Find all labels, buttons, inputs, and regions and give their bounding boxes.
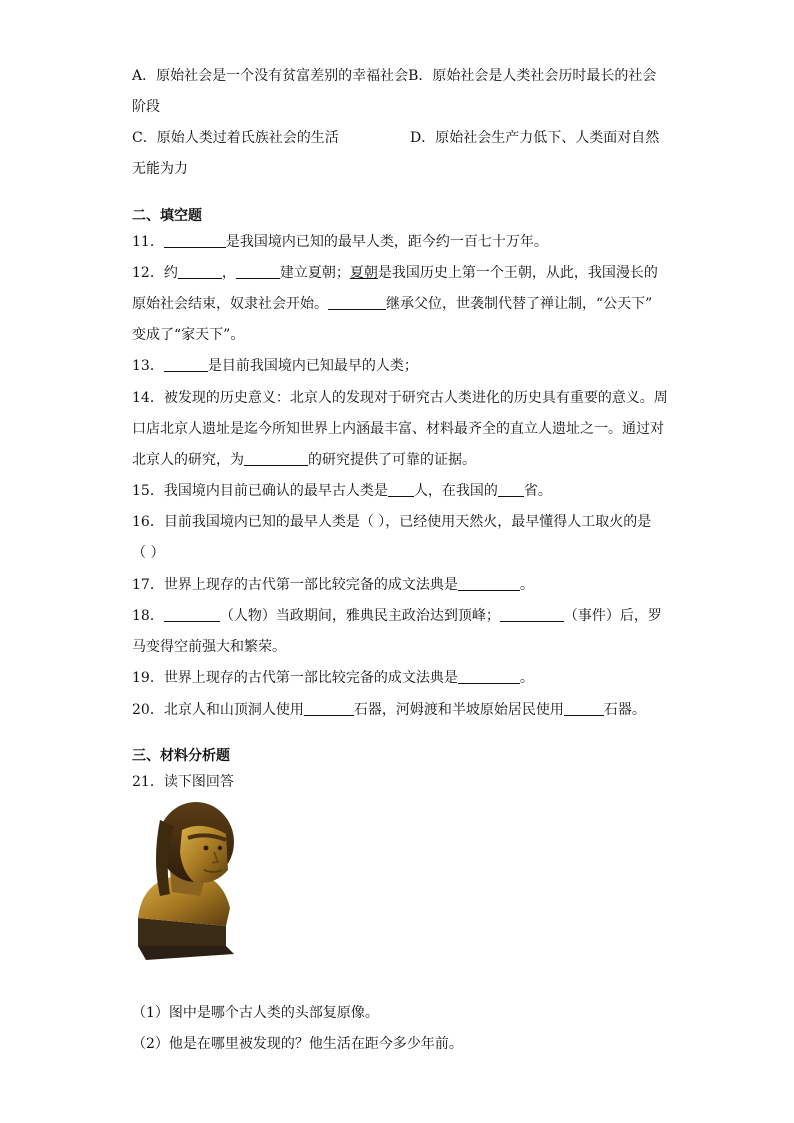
answer-blank[interactable]: [500, 606, 564, 622]
answer-blank[interactable]: [164, 606, 220, 622]
question-17: [132, 575, 534, 595]
q14-text: 北京人的研究，为: [132, 452, 244, 468]
answer-blank[interactable]: [458, 668, 520, 684]
question-14-line-2: 口店北京人遗址是迄今所知世界上内涵最丰富、材料最齐全的直立人遗址之一。通过对: [132, 421, 664, 437]
answer-blank[interactable]: [178, 263, 222, 279]
question-12: [132, 263, 658, 283]
answer-blank[interactable]: [164, 356, 208, 372]
question-12-line-2: [132, 294, 652, 314]
question-21-title: 21．读下图回答: [132, 774, 234, 790]
answer-blank[interactable]: [244, 450, 308, 466]
question-18: [132, 606, 662, 626]
option-c: C．原始人类过着氏族社会的生活: [132, 130, 339, 146]
q17-text: 17．世界上现存的古代第一部比较完备的成文法典是: [132, 577, 458, 593]
q15-text: 省。: [523, 483, 552, 499]
q12-number: 12．约: [132, 265, 178, 281]
option-b-continued: 阶段: [132, 99, 160, 115]
answer-blank[interactable]: [236, 263, 280, 279]
q20-text: 石器。: [603, 702, 646, 718]
question-15: [132, 481, 552, 501]
q19-text: 19．世界上现存的古代第一部比较完备的成文法典是: [132, 670, 458, 686]
answer-blank[interactable]: [498, 481, 524, 497]
question-20: [132, 700, 646, 720]
q19-text: 。: [519, 670, 534, 686]
option-d-line: [410, 128, 659, 148]
option-ab-line: A．原始社会是一个没有贫富差别的幸福社会B．原始社会是人类社会历时最长的社会: [132, 68, 657, 84]
answer-blank[interactable]: [388, 481, 414, 497]
option-d: D．原始社会生产力低下、人类面对自然: [410, 130, 660, 146]
question-18-line-2: 马变得空前强大和繁荣。: [132, 639, 286, 655]
q11-number: 11．: [132, 234, 164, 250]
question-16-line-1: 16．目前我国境内已知的最早人类是（ ），已经使用天然火，最早懂得人工取火的是: [132, 514, 652, 530]
question-21-sub-2: （2）他是在哪里被发现的？他生活在距今多少年前。: [132, 1036, 463, 1052]
q12-underlined-xia: 夏朝: [349, 265, 378, 281]
section-fill-in-heading: 二、填空题: [132, 208, 202, 224]
q12-text: 是我国历史上第一个王朝，从此，我国漫长的: [377, 265, 658, 281]
q11-text: 是我国境内已知的最早人类，距今约一百七十万年。: [225, 234, 548, 250]
q12-text: 继承父位，世袭制代替了禅让制，“公天下”: [386, 296, 653, 312]
question-12-line-3: 变成了“家天下”。: [132, 327, 245, 343]
question-21-sub-1: （1）图中是哪个古人类的头部复原像。: [132, 1005, 379, 1021]
question-11: [132, 232, 548, 252]
q18-text: （事件）后，罗: [563, 608, 662, 624]
question-19: [132, 668, 534, 688]
q13-text: 是目前我国境内已知最早的人类；: [207, 358, 418, 374]
q18-text: （人物）当政期间，雅典民主政治达到顶峰；: [219, 608, 500, 624]
answer-blank[interactable]: [564, 700, 604, 716]
q13-number: 13．: [132, 358, 164, 374]
q12-text: 建立夏朝；: [279, 265, 350, 281]
option-d-continued: 无能为力: [132, 161, 188, 177]
q12-text: 原始社会结束，奴隶社会开始。: [132, 296, 328, 312]
q12-text: ，: [221, 265, 236, 281]
question-14-line-3: [132, 450, 476, 470]
q17-text: 。: [519, 577, 534, 593]
question-14-line-1: 14．被发现的历史意义：北京人的发现对于研究古人类进化的历史具有重要的意义。周: [132, 390, 668, 406]
answer-blank[interactable]: [304, 700, 354, 716]
question-16-line-2: （ ）: [132, 545, 165, 561]
answer-blank[interactable]: [458, 575, 520, 591]
question-13: [132, 356, 418, 376]
q14-text: 的研究提供了可靠的证据。: [308, 452, 476, 468]
q15-text: 15．我国境内目前已确认的最早古人类是: [132, 483, 388, 499]
q15-text: 人，在我国的: [413, 483, 498, 499]
answer-blank[interactable]: [164, 232, 226, 248]
section-material-heading: 三、材料分析题: [132, 748, 230, 764]
answer-blank[interactable]: [328, 294, 386, 310]
q18-number: 18．: [132, 608, 164, 624]
q20-text: 石器，河姆渡和半坡原始居民使用: [353, 702, 564, 718]
q20-text: 20．北京人和山顶洞人使用: [132, 702, 304, 718]
peking-man-bust-image: [130, 800, 250, 960]
option-c-line: [132, 128, 339, 148]
